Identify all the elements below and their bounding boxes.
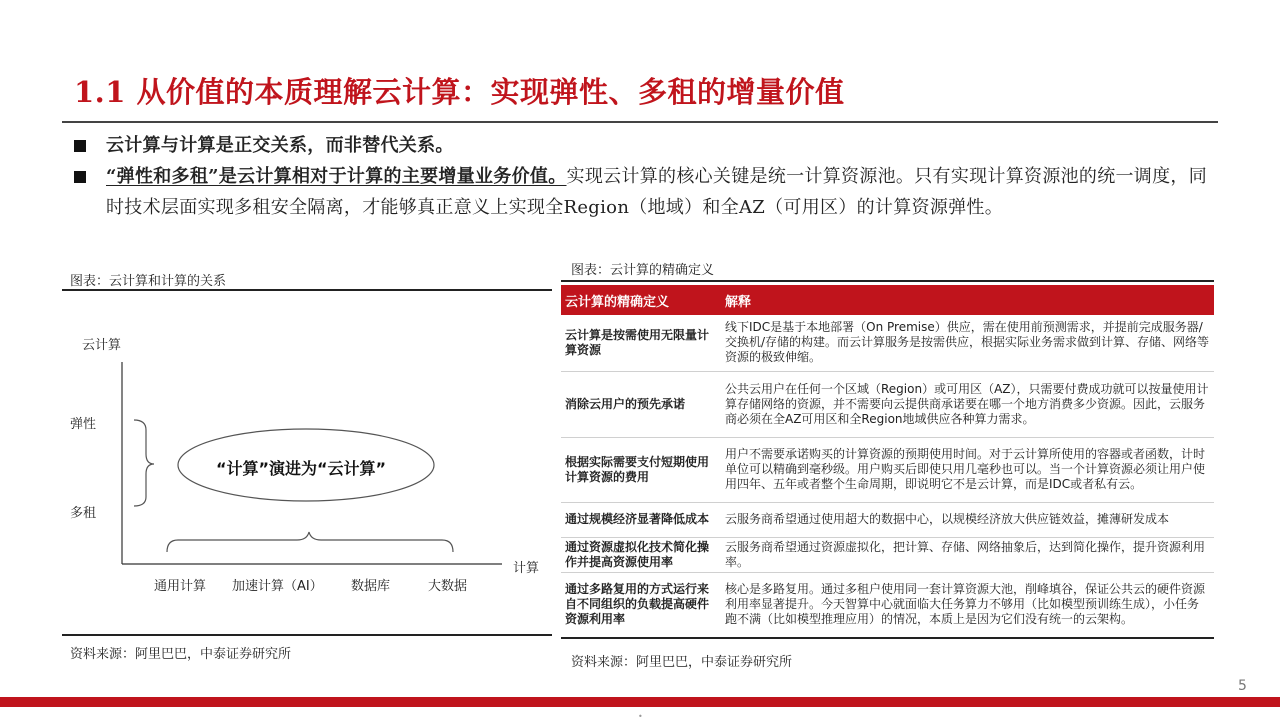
left-figure-caption: 图表：云计算和计算的关系 [70,274,227,289]
table-header-term: 云计算的精确定义 [561,285,721,315]
square-bullet-icon [74,140,86,152]
explanation-cell: 公共云用户在任何一个区域（Region）或可用区（AZ），只需要付费成功就可以按量使用计算存储网络的资源，并不需要向云提供商承诺要在哪一个地方消费多少资源。因此，云服务商必须在全AZ可用区和全Region地域供应各种算力需求。 [721,371,1214,437]
x-item-accelerated-compute: 加速计算（AI） [232,579,323,594]
table-row [561,437,1214,502]
square-bullet-icon [74,171,86,183]
x-brace [167,532,453,552]
page-number: 5 [1238,678,1247,694]
definition-table [561,285,1214,639]
explanation-cell: 核心是多路复用。通过多租户使用同一套计算资源大池，削峰填谷，保证公共云的硬件资源利用率显著提升。今天智算中心就面临大任务算力不够用（比如模型预训练生成），小任务跑不满（比如模型推理应用）的情况，本质上是因为它们没有统一的云架构。 [721,572,1214,638]
page-title: 1.1 从价值的本质理解云计算：实现弹性、多租的增量价值 [74,75,845,109]
footer-bar [0,697,1280,707]
explanation-cell: 线下IDC是基于本地部署（On Premise）供应，需在使用前预测需求，并提前完成服务器/交换机/存储的构建。而云计算服务是按需供应，根据实际业务需求做到计算、存储、网络等资源的极致伸缩。 [721,315,1214,371]
table-row [561,572,1214,638]
left-figure-source: 资料来源：阿里巴巴，中泰证券研究所 [70,647,292,662]
y-item-multitenancy: 多租 [70,506,97,521]
center-text: “计算”演进为“云计算” [216,459,387,478]
left-source-rule [62,634,552,636]
x-item-general-compute: 通用计算 [154,579,207,594]
explanation-cell: 用户不需要承诺购买的计算资源的预期使用时间。对于云计算所使用的容器或者函数，计时单位可以精确到毫秒级。用户购买后即使只用几毫秒也可以。当一个计算资源必须让用户使用四年、五年或者整个生命周期，即说明它不是云计算，而是IDC或者私有云。 [721,437,1214,502]
x-item-big-data: 大数据 [428,579,468,594]
left-caption-rule [62,289,552,291]
term-cell: 通过多路复用的方式运行来自不同组织的负载提高硬件资源利用率 [561,572,721,638]
x-axis-label: 计算 [513,561,540,576]
right-figure-caption: 图表：云计算的精确定义 [571,263,715,278]
bullet-text: 云计算与计算是正交关系，而非替代关系。 [106,135,454,156]
term-cell: 通过规模经济显著降低成本 [561,502,721,537]
right-caption-rule [561,280,1214,282]
table-header-explanation: 解释 [721,285,1214,315]
right-figure-source: 资料来源：阿里巴巴，中泰证券研究所 [571,655,793,670]
explanation-cell: 云服务商希望通过使用超大的数据中心，以规模经济放大供应链效益，摊薄研发成本 [721,502,1214,537]
x-item-database: 数据库 [351,579,391,594]
title-divider [62,121,1218,123]
term-cell: 根据实际需要支付短期使用计算资源的费用 [561,437,721,502]
bullet-text: 实现云计算的核心关键是统一计算资源池。只有实现计算资源池的统一调度，同时技术层面实现多租安全隔离，才能够真正意义上实现全Region（地域）和全AZ（可用区）的计算资源弹性。 [106,166,1208,218]
relationship-diagram [62,292,552,632]
term-cell: 通过资源虚拟化技术简化操作并提高资源使用率 [561,537,721,572]
term-cell: 消除云用户的预先承诺 [561,371,721,437]
bullet-item [70,161,1210,223]
bullet-bold-text: “弹性和多租”是云计算相对于计算的主要增量业务价值。 [106,166,567,187]
term-cell: 云计算是按需使用无限量计算资源 [561,315,721,371]
y-axis-label: 云计算 [82,338,122,353]
y-brace [134,420,154,506]
bullet-item [70,130,1210,161]
footer-dot: • [638,712,643,721]
table-row [561,371,1214,437]
table-row [561,315,1214,371]
y-item-elasticity: 弹性 [70,417,97,432]
table-row [561,502,1214,537]
table-row [561,537,1214,572]
explanation-cell: 云服务商希望通过资源虚拟化，把计算、存储、网络抽象后，达到简化操作，提升资源利用率。 [721,537,1214,572]
table-header-row [561,285,1214,315]
